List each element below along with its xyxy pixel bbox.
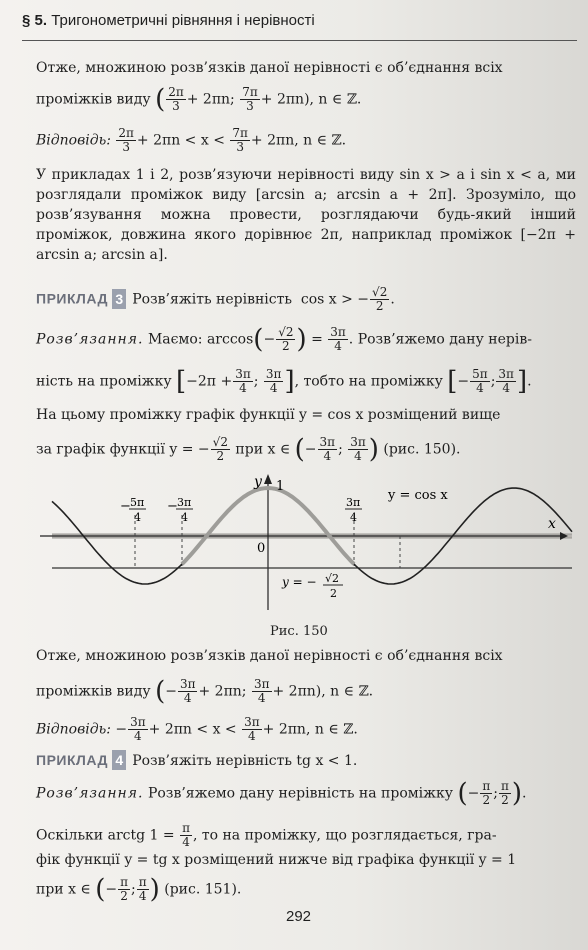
example-3-heading: ПРИКЛАД 3 Розв’яжіть нерівність cos x > − $\frac{√2}{2}$ . <box>36 285 395 313</box>
tick-3pi4-num: 3π <box>346 496 361 509</box>
tick-neg5pi4-den: 4 <box>134 511 141 524</box>
line-label-num: √2 <box>325 572 340 585</box>
origin-label: 0 <box>257 541 266 556</box>
paragraph-line: фік функції y = tg x розміщений нижче від графіка функції y = 1 <box>36 852 517 868</box>
tick-3pi4-den: 4 <box>350 511 357 524</box>
paragraph-line: Отже, множиною розв’язків даної нерівності є об’єднання всіх <box>36 648 503 664</box>
answer-2: Відповідь: − $\frac{3\pi}{4}$ + 2πn < x < $\frac{3\pi}{4}$ + 2πn, n ∈ ℤ. <box>36 715 358 743</box>
y-axis-arrow-icon <box>264 474 272 484</box>
paragraph-line-formula: за графік функції y = − $\frac{√2}{2}$ при x ∈ (− $\frac{3\pi}{4}$ ; $\frac{3\pi}{4}$ ) (рис. 150). <box>36 434 461 465</box>
curve-label: y = cos x <box>388 488 448 503</box>
paragraph-line: Отже, множиною розв’язків даної нерівності є об’єднання всіх <box>36 60 503 76</box>
x-axis-label: x <box>548 516 556 532</box>
tick-minus-sign: − <box>120 499 131 514</box>
tick-neg3pi4-den: 4 <box>181 511 188 524</box>
section-number: § 5. <box>22 12 48 29</box>
solution-3-line1: Розв’язання. Маємо: arccos(− $\frac{√2}{2}$ ) = $\frac{3\pi}{4}$ . Розв’яжемо дану нерів- <box>36 324 532 355</box>
figure-caption: Рис. 150 <box>270 624 328 639</box>
line-label: y = − <box>282 575 317 589</box>
y-axis-label: y <box>254 474 262 490</box>
tick-neg3pi4-num: 3π <box>177 496 192 509</box>
solution-3-line2: ність на проміжку [−2π + $\frac{3\pi}{4}$ ; $\frac{3\pi}{4}$ ], тобто на проміжку [− $\frac{5\pi}{4}$ ; $\frac{3\pi}{4}$ ]. <box>36 366 532 397</box>
line-label-den: 2 <box>330 587 337 600</box>
tick-neg5pi4-num: 5π <box>130 496 145 509</box>
header-rule <box>22 40 577 41</box>
x-axis-arrow-icon <box>560 532 568 540</box>
interval-formula-2: проміжків виду (− $\frac{3\pi}{4}$ + 2πn; $\frac{3\pi}{4}$ + 2πn), n ∈ ℤ. <box>36 676 374 707</box>
answer-1: Відповідь: $\frac{2\pi}{3}$ + 2πn < x < $\frac{7\pi}{3}$ + 2πn, n ∈ ℤ. <box>36 126 347 154</box>
figure-150 <box>0 470 588 620</box>
paragraph-5-line3: при x ∈ (− $\frac{\pi}{2}$ ; $\frac{\pi}{4}$ ) (рис. 151). <box>36 874 242 905</box>
section-title: Тригонометричні рівняння і нерівності <box>51 12 315 29</box>
interval-formula: проміжків виду ( $\frac{2\pi}{3}$ + 2πn; $\frac{7\pi}{3}$ + 2πn), n ∈ ℤ. <box>36 84 362 115</box>
paragraph-line: На цьому проміжку графік функції y = cos x розміщений вище <box>36 407 501 423</box>
example-4-heading: ПРИКЛАД 4 Розв’яжіть нерівність tg x < 1. <box>36 752 358 769</box>
page-number: 292 <box>286 908 312 925</box>
tick-one-label: 1 <box>276 479 285 494</box>
paragraph-examples: У прикладах 1 і 2, розв’язуючи нерівності виду sin x > a і sin x < a, ми розглядали проміжок виду [arcsin a; arcsin a + 2π]. Зрозуміло, що розв’язування можна провести, розглядаючи будь-який інший проміжок, довжина якого дорівнює 2π, наприклад проміжок [−2π + arcsin a; arcsin a]. <box>36 167 576 263</box>
tick-minus-sign: − <box>167 499 178 514</box>
running-header <box>22 12 315 29</box>
solution-4: Розв’язання. Розв’яжемо дану нерівність на проміжку (− $\frac{\pi}{2}$ ; $\frac{\pi}{2}$ ). <box>36 778 527 809</box>
paragraph-5-line1: Оскільки arctg 1 = $\frac{\pi}{4}$ , то на проміжку, що розглядається, гра- <box>36 821 497 849</box>
